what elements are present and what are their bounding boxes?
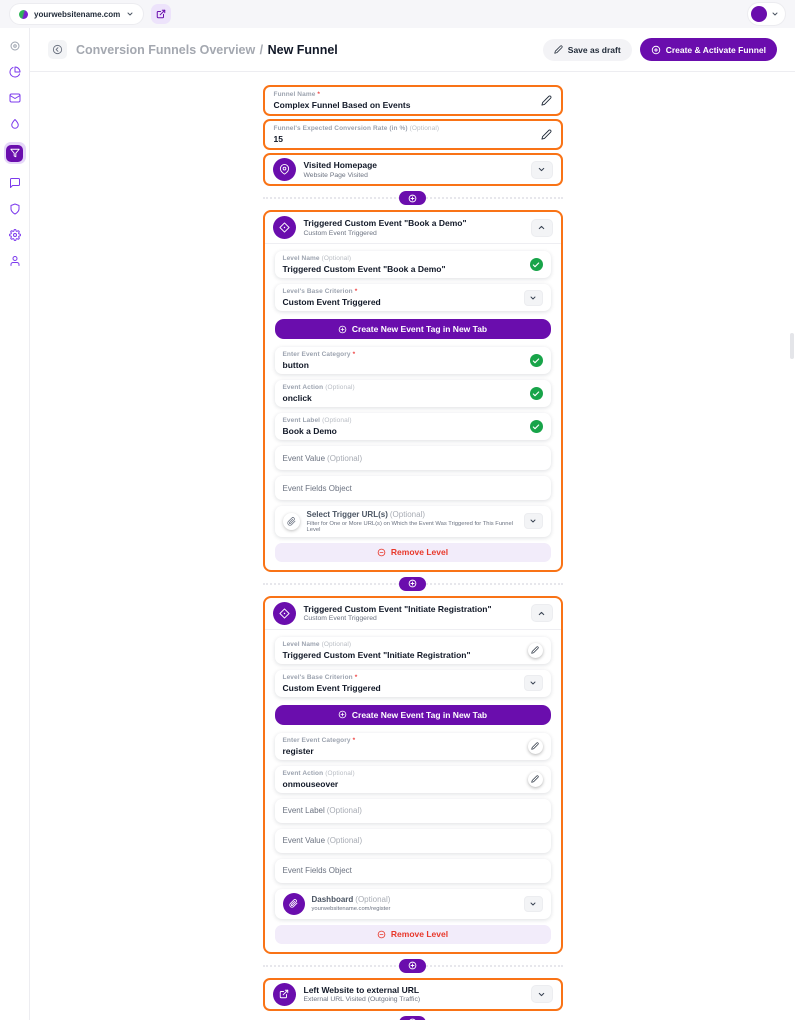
level-separator <box>263 577 563 591</box>
location-pin-icon <box>273 158 296 181</box>
valid-check-icon <box>530 354 543 367</box>
level-separator <box>263 191 563 205</box>
event-fields-object-field[interactable]: Event Fields Object <box>275 476 551 500</box>
event-category-field[interactable]: Enter Event Category * register <box>275 733 551 760</box>
conversion-rate-field[interactable] <box>263 119 563 150</box>
level-separator <box>263 959 563 973</box>
level-name-field[interactable]: Level Name (Optional) Triggered Custom Event "Book a Demo" <box>275 251 551 278</box>
plus-circle-icon <box>338 325 347 334</box>
event-action-value: onmouseover <box>282 778 339 789</box>
open-site-button[interactable] <box>151 4 171 24</box>
level-title: Triggered Custom Event "Initiate Registration" <box>303 603 492 614</box>
conversion-rate-label: Funnel's Expected Conversion Rate (in %) <box>273 125 408 132</box>
breadcrumb <box>48 40 338 59</box>
event-label-field[interactable]: Event Label (Optional) Book a Demo <box>275 413 551 440</box>
base-criterion-select[interactable]: Level's Base Criterion * Custom Event Triggered <box>275 284 551 311</box>
expand-level-button[interactable] <box>531 161 553 179</box>
breadcrumb-separator: / <box>259 42 264 57</box>
base-criterion-value: Custom Event Triggered <box>282 297 381 307</box>
breadcrumb-parent[interactable]: Conversion Funnels Overview <box>76 42 256 57</box>
funnel-name-value: Complex Funnel Based on Events <box>273 100 411 110</box>
create-event-tag-button[interactable]: Create New Event Tag in New Tab <box>275 319 551 339</box>
chevron-down-icon <box>126 10 134 18</box>
event-label-field[interactable]: Event Label (Optional) <box>275 799 551 823</box>
required-asterisk: * <box>317 91 321 98</box>
edit-pencil-icon[interactable] <box>541 129 552 140</box>
add-level-button[interactable] <box>399 577 426 591</box>
radar-icon[interactable] <box>7 38 22 53</box>
base-criterion-select[interactable]: Level's Base Criterion * Custom Event Triggered <box>275 670 551 697</box>
add-level-button[interactable] <box>399 1016 426 1020</box>
add-level-button[interactable] <box>399 959 426 973</box>
collapse-level-button[interactable] <box>531 219 553 237</box>
plus-circle-icon <box>651 45 661 55</box>
funnel-icon <box>6 145 23 162</box>
pie-chart-icon[interactable] <box>7 64 22 79</box>
back-button[interactable] <box>48 40 67 59</box>
valid-check-icon <box>530 258 543 271</box>
user-icon[interactable] <box>7 253 22 268</box>
event-category-value: button <box>282 360 309 370</box>
custom-event-icon <box>273 216 296 239</box>
chevron-down-icon <box>771 10 779 18</box>
valid-check-icon <box>530 387 543 400</box>
level-subtitle: External URL Visited (Outgoing Traffic) <box>303 996 421 1004</box>
level-left-website[interactable] <box>263 978 563 1011</box>
user-menu[interactable] <box>748 3 785 25</box>
topbar <box>0 0 795 28</box>
edit-pencil-icon[interactable] <box>541 95 552 106</box>
base-criterion-value: Custom Event Triggered <box>282 682 381 693</box>
chevron-down-icon[interactable] <box>524 513 543 529</box>
remove-level-button[interactable]: Remove Level <box>275 543 551 562</box>
paperclip-icon <box>283 513 300 530</box>
trigger-url-select[interactable]: Select Trigger URL(s) (Optional) Filter for One or More URL(s) on Which the Event Was Triggered for This Funnel Level <box>275 506 551 537</box>
scrollbar-thumb[interactable] <box>790 333 794 359</box>
event-value-field[interactable]: Event Value (Optional) <box>275 829 551 853</box>
event-action-value: onclick <box>282 393 312 403</box>
collapse-level-button[interactable] <box>531 604 553 622</box>
event-fields-object-field[interactable]: Event Fields Object <box>275 859 551 883</box>
conversion-rate-value: 15 <box>273 134 283 144</box>
dashboard-url-value: yourwebsitename.com/register <box>311 905 391 912</box>
level-card-book-a-demo <box>263 210 563 572</box>
event-value-field[interactable]: Event Value (Optional) <box>275 446 551 470</box>
edit-pencil-icon[interactable] <box>528 739 543 754</box>
plus-circle-icon <box>338 710 347 719</box>
level-title: Visited Homepage <box>303 160 378 171</box>
sidebar-item-funnels-active[interactable] <box>4 142 26 164</box>
level-separator <box>263 1016 563 1020</box>
external-link-icon <box>273 983 296 1006</box>
event-label-value: Book a Demo <box>282 426 337 436</box>
chevron-down-icon[interactable] <box>524 896 543 912</box>
valid-check-icon <box>530 420 543 433</box>
expand-level-button[interactable] <box>531 985 553 1003</box>
gear-icon[interactable] <box>7 227 22 242</box>
chevron-down-icon[interactable] <box>524 675 543 691</box>
event-action-field[interactable]: Event Action (Optional) onmouseover <box>275 766 551 793</box>
edit-pencil-icon[interactable] <box>528 643 543 658</box>
funnel-name-field[interactable] <box>263 85 563 116</box>
link-icon <box>283 893 305 915</box>
level-name-value: Triggered Custom Event "Initiate Registration" <box>282 649 471 660</box>
create-activate-funnel-button[interactable]: Create & Activate Funnel <box>640 38 777 61</box>
level-name-value: Triggered Custom Event "Book a Demo" <box>282 264 446 274</box>
minus-circle-icon <box>377 548 386 557</box>
event-category-field[interactable]: Enter Event Category * button <box>275 347 551 374</box>
level-subtitle: Custom Event Triggered <box>303 229 377 237</box>
level-card-initiate-registration <box>263 596 563 954</box>
add-level-button[interactable] <box>399 191 426 205</box>
edit-pencil-icon[interactable] <box>528 772 543 787</box>
site-logo-icon <box>19 10 28 19</box>
shield-icon[interactable] <box>7 201 22 216</box>
level-card-header <box>265 212 561 244</box>
pencil-icon <box>554 45 563 54</box>
page-title: New Funnel <box>267 42 338 57</box>
event-action-field[interactable]: Event Action (Optional) onclick <box>275 380 551 407</box>
level-subtitle: Custom Event Triggered <box>303 615 377 623</box>
external-link-icon <box>156 9 166 19</box>
level-name-field[interactable]: Level Name (Optional) Triggered Custom Event "Initiate Registration" <box>275 637 551 664</box>
chevron-down-icon[interactable] <box>524 290 543 306</box>
water-drop-icon[interactable] <box>7 116 22 131</box>
create-event-tag-button[interactable]: Create New Event Tag in New Tab <box>275 705 551 725</box>
level-title: Left Website to external URL <box>303 984 420 995</box>
minus-circle-icon <box>377 930 386 939</box>
mail-icon[interactable] <box>7 90 22 105</box>
optional-hint: (Optional) <box>409 125 440 132</box>
custom-event-icon <box>273 602 296 625</box>
funnel-name-label: Funnel Name <box>273 91 316 98</box>
save-as-draft-button[interactable]: Save as draft <box>543 39 632 61</box>
level-visited-homepage[interactable] <box>263 153 563 186</box>
event-category-value: register <box>282 745 314 756</box>
page-header <box>30 28 795 72</box>
trigger-url-hint: Filter for One or More URL(s) on Which the Event Was Triggered for This Funnel Level <box>306 520 514 533</box>
site-selector-label: yourwebsitename.com <box>34 9 121 19</box>
site-selector[interactable] <box>10 4 143 24</box>
avatar <box>751 6 767 22</box>
level-subtitle: Website Page Visited <box>303 171 368 179</box>
level-card-header <box>265 598 561 630</box>
sidebar <box>0 28 30 1020</box>
remove-level-button[interactable]: Remove Level <box>275 925 551 944</box>
chat-icon[interactable] <box>7 175 22 190</box>
level-title: Triggered Custom Event "Book a Demo" <box>303 218 467 229</box>
dashboard-url-select[interactable]: Dashboard (Optional) yourwebsitename.com/register <box>275 889 551 919</box>
